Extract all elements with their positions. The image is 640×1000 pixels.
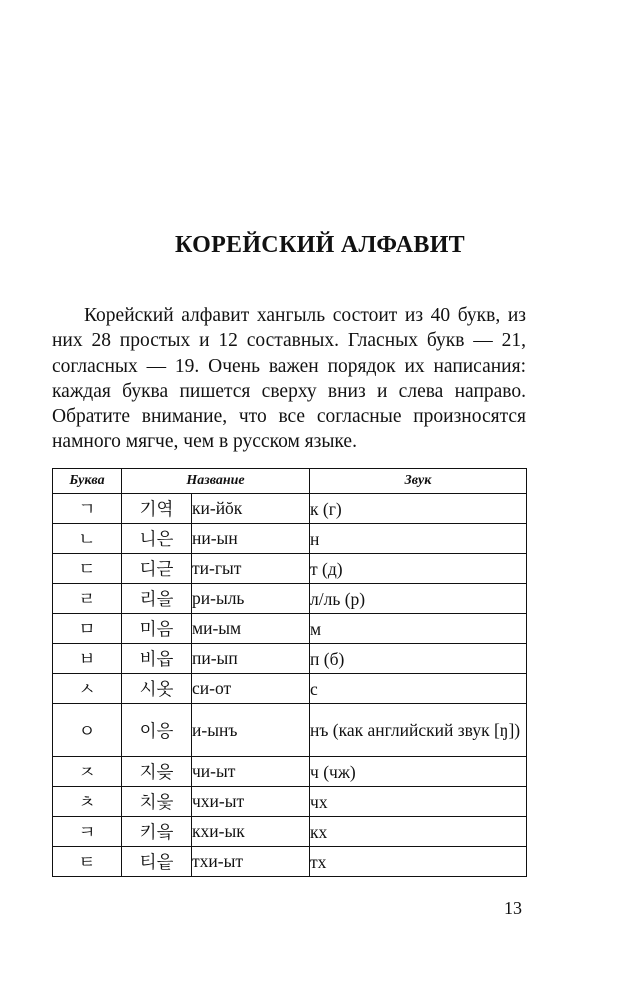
hangul-name-cell: 디귿 [122, 554, 192, 584]
sound-cell: п (б) [310, 644, 527, 674]
transcription-cell: чхи-ыт [192, 787, 310, 817]
hangul-name-cell: 시옷 [122, 674, 192, 704]
transcription-cell: тхи-ыт [192, 847, 310, 877]
letter-cell: ㅈ [53, 757, 122, 787]
hangul-name-cell: 미음 [122, 614, 192, 644]
letter-cell: ㅌ [53, 847, 122, 877]
page-number: 13 [504, 898, 522, 918]
alphabet-table [52, 468, 527, 877]
header-name: Название [122, 469, 310, 494]
table-row [53, 787, 527, 817]
letter-cell: ㄱ [53, 494, 122, 524]
letter-cell: ㄹ [53, 584, 122, 614]
letter-cell: ㅇ [53, 704, 122, 757]
letter-cell: ㄷ [53, 554, 122, 584]
transcription-cell: ти-гыт [192, 554, 310, 584]
letter-cell: ㅋ [53, 817, 122, 847]
hangul-name-cell: 치읓 [122, 787, 192, 817]
hangul-name-cell: 비읍 [122, 644, 192, 674]
sound-cell: кх [310, 817, 527, 847]
sound-cell: тх [310, 847, 527, 877]
hangul-name-cell: 키읔 [122, 817, 192, 847]
sound-cell: т (д) [310, 554, 527, 584]
transcription-cell: ки-йŏк [192, 494, 310, 524]
letter-cell: ㅅ [53, 674, 122, 704]
table-row [53, 584, 527, 614]
letter-cell: ㅁ [53, 614, 122, 644]
table-header-row [53, 469, 527, 494]
transcription-cell: чи-ыт [192, 757, 310, 787]
letter-cell: ㅊ [53, 787, 122, 817]
table-row [53, 757, 527, 787]
table-row [53, 614, 527, 644]
table-row [53, 524, 527, 554]
hangul-name-cell: 지읒 [122, 757, 192, 787]
letter-cell: ㄴ [53, 524, 122, 554]
transcription-cell: ми-ым [192, 614, 310, 644]
transcription-cell: кхи-ык [192, 817, 310, 847]
sound-cell: н [310, 524, 527, 554]
table-row [53, 817, 527, 847]
table-row [53, 704, 527, 757]
table-row [53, 644, 527, 674]
table-row [53, 494, 527, 524]
sound-cell: к (г) [310, 494, 527, 524]
transcription-cell: си-от [192, 674, 310, 704]
hangul-name-cell: 리을 [122, 584, 192, 614]
table-row [53, 554, 527, 584]
hangul-name-cell: 티읕 [122, 847, 192, 877]
hangul-name-cell: 이응 [122, 704, 192, 757]
page-title: КОРЕЙСКИЙ АЛФАВИТ [175, 232, 465, 258]
table-row [53, 847, 527, 877]
transcription-cell: и-ынъ [192, 704, 310, 757]
sound-cell: с [310, 674, 527, 704]
header-sound: Звук [310, 469, 527, 494]
transcription-cell: ри-ыль [192, 584, 310, 614]
letter-cell: ㅂ [53, 644, 122, 674]
header-letter: Буква [53, 469, 122, 494]
hangul-name-cell: 니은 [122, 524, 192, 554]
intro-paragraph: Корейский алфавит хангыль состоит из 40 букв, из них 28 простых и 12 составных. Гласных букв — 21, согласных — 19. Очень важен порядок их написания: каждая буква пишется сверху вниз и слева направо. Обратите внимание, что все согласные произносятся намного мягче, чем в русском языке. [52, 305, 526, 453]
sound-cell: чх [310, 787, 527, 817]
sound-cell: м [310, 614, 527, 644]
transcription-cell: ни-ын [192, 524, 310, 554]
table-row [53, 674, 527, 704]
sound-cell: нъ (как английский звук [ŋ]) [310, 704, 527, 757]
transcription-cell: пи-ып [192, 644, 310, 674]
sound-cell: ч (чж) [310, 757, 527, 787]
hangul-name-cell: 기역 [122, 494, 192, 524]
sound-cell: л/ль (р) [310, 584, 527, 614]
